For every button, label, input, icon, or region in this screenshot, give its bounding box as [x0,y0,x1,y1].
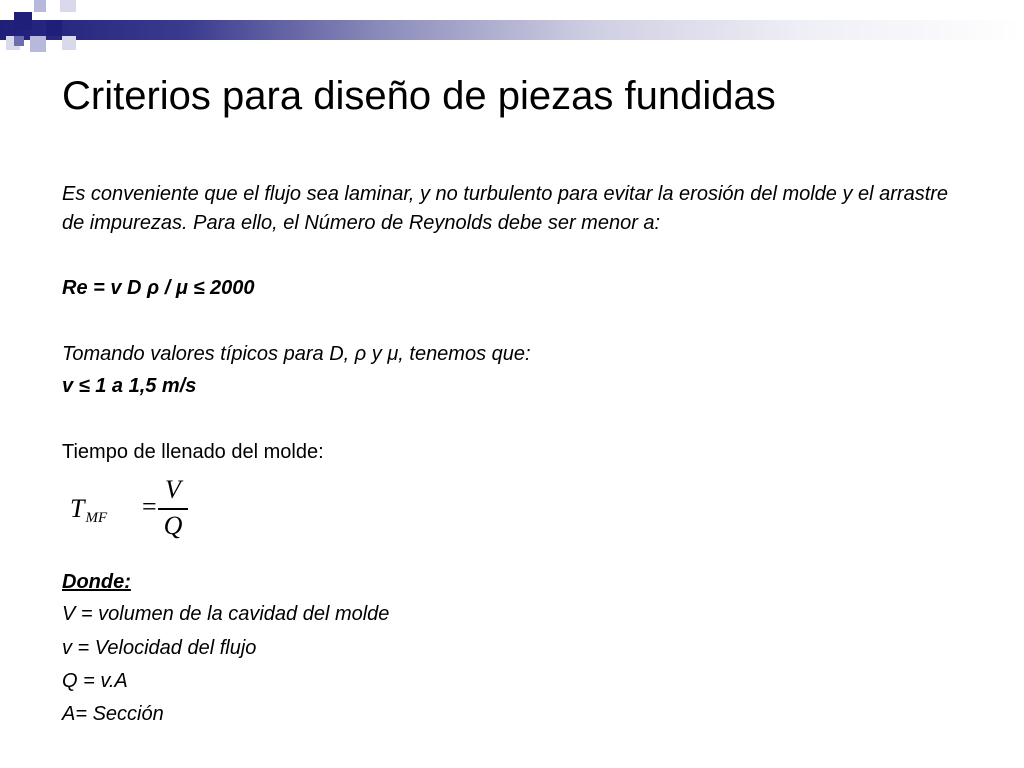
formula-equals: = [142,492,157,521]
reynolds-formula: Re = v D ρ / μ ≤ 2000 [62,277,255,299]
definition-item: A= Sección [62,703,164,725]
decor-square [14,12,32,30]
decor-square [30,36,46,52]
definition-item: V = volumen de la cavidad del molde [62,603,390,625]
typical-values-text: Tomando valores típicos para D, ρ y μ, tenemos que: [62,343,531,365]
formula-numerator: V [165,475,181,504]
fill-time-label: Tiempo de llenado del molde: [62,441,324,463]
formula-fraction-bar [158,508,188,510]
fill-time-formula [70,476,200,542]
slide-title: Criterios para diseño de piezas fundidas [62,74,776,118]
header-gradient-band [0,20,1024,40]
decor-square [62,36,76,50]
decor-square [34,0,46,12]
formula-lhs-subscript: MF [85,510,108,526]
intro-paragraph: Es conveniente que el flujo sea laminar, y no turbulento para evitar la erosión del molde y el arrastre de impurezas. Para ello, el Número de Reynolds debe ser menor a: [62,183,949,234]
definition-item: Q = v.A [62,670,128,692]
formula-denominator: Q [163,511,183,540]
decor-square [46,20,62,36]
decor-square [14,36,24,46]
formula-lhs: TMF [70,494,108,526]
definition-item: v = Velocidad del flujo [62,637,257,659]
decor-square [60,0,76,12]
where-label: Donde: [62,571,131,593]
velocity-limit: v ≤ 1 a 1,5 m/s [62,375,197,397]
